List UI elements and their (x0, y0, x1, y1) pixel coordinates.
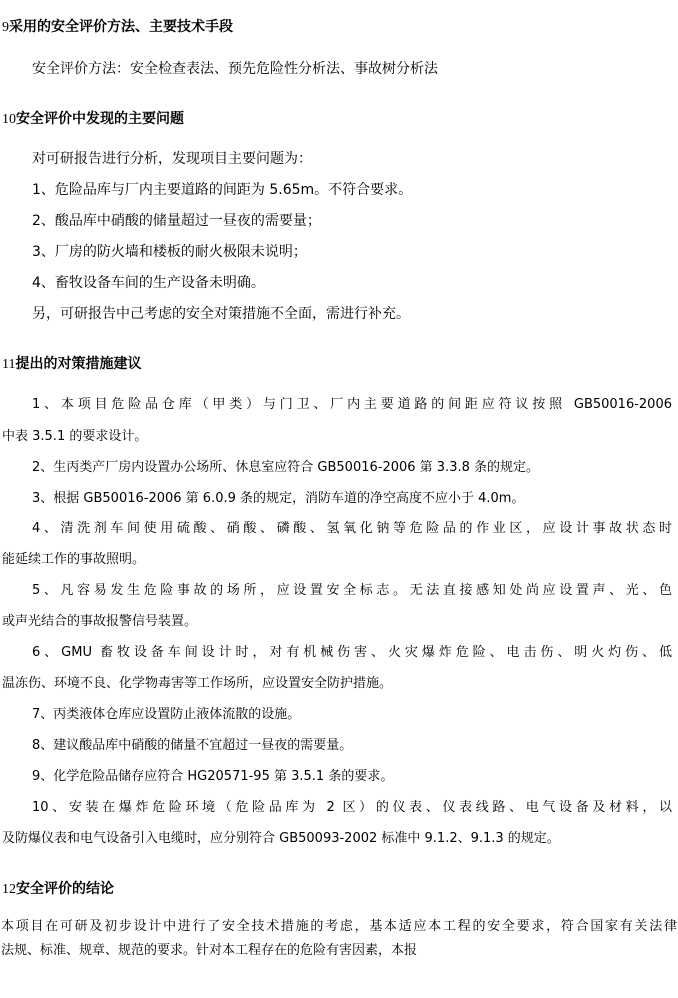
section-11-line: 3、根据 GB50016-2006 第 6.0.9 条的规定，消防车道的净空高度不应小于 4.0m。 (32, 491, 525, 506)
section-11-line: 6、GMU 畜牧设备车间设计时，对有机械伤害、火灾爆炸危险、电击伤、明火灼伤、低 (32, 645, 672, 660)
section-11-heading (2, 355, 678, 373)
section-11-line: 9、化学危险品储存应符合 HG20571-95 第 3.5.1 条的要求。 (32, 769, 394, 784)
section-10-number: 10 (2, 112, 16, 127)
section-10-intro: 对可研报告进行分析，发现项目主要问题为： (32, 151, 312, 167)
section-10-item: 1、危险品库与厂内主要道路的间距为 5.65m。不符合要求。 (32, 182, 413, 198)
section-10-item: 2、酸品库中硝酸的储量超过一昼夜的需要量； (32, 213, 321, 229)
section-12-title: 安全评价的结论 (16, 881, 114, 897)
section-11-line: 7、丙类液体仓库应设置防止液体流散的设施。 (32, 707, 301, 722)
section-11-line: 5、凡容易发生危险事故的场所，应设置安全标志。无法直接感知处尚应设置声、光、色 (32, 583, 672, 598)
section-11-title: 提出的对策措施建议 (15, 356, 142, 372)
section-11-line: 4、清洗剂车间使用硫酸、硝酸、磷酸、氢氧化钠等危险品的作业区，应设计事故状态时 (32, 521, 672, 536)
section-11-line: 2、生丙类产厂房内设置办公场所、休息室应符合 GB50016-2006 第 3.3.8 条的规定。 (32, 460, 540, 475)
section-11-line: 及防爆仪表和电气设备引入电缆时，应分别符合 GB50093-2002 标准中 9.1.2、9.1.3 的规定。 (2, 831, 560, 846)
section-11-line: 能延续工作的事故照明。 (2, 552, 146, 567)
section-11-line: 1、本项目危险品仓库（甲类）与门卫、厂内主要道路的间距应符议按照 GB50016-2006 (32, 397, 672, 412)
section-11-line: 温冻伤、环境不良、化学物毒害等工作场所，应设置安全防护措施。 (2, 676, 393, 691)
section-10-title: 安全评价中发现的主要问题 (16, 111, 184, 127)
section-11-line: 10、安装在爆炸危险环境（危险品库为 2 区）的仪表、仪表线路、电气设备及材料，以 (32, 800, 672, 815)
section-10-item: 4、畜牧设备车间的生产设备未明确。 (32, 275, 265, 291)
section-10-heading (2, 110, 678, 128)
section-11-line: 8、建议酸品库中硝酸的储量不宜超过一昼夜的需要量。 (32, 738, 353, 753)
section-10-item: 3、厂房的防火墙和楼板的耐火极限未说明； (32, 244, 307, 260)
section-10-outro: 另，可研报告中己考虑的安全对策措施不全面，需进行补充。 (32, 306, 410, 322)
section-12-heading (2, 880, 678, 898)
section-12-number: 12 (2, 882, 16, 897)
section-9-heading (2, 18, 678, 36)
section-12-line: 法规、标准、规章、规范的要求。针对本工程存在的危险有害因素，本报 (1, 943, 418, 958)
section-11-line: 或声光结合的事故报警信号装置。 (2, 614, 198, 629)
section-9-body: 安全评价方法：安全检查表法、预先危险性分析法、事故树分析法 (32, 61, 438, 77)
section-9-number: 9 (2, 20, 9, 35)
section-11-line: 中表 3.5.1 的要求设计。 (2, 429, 148, 444)
section-9-title: 采用的安全评价方法、主要技术手段 (9, 19, 233, 35)
section-12-line: 本项目在可研及初步设计中进行了安全技术措施的考虑，基本适应本工程的安全要求，符合国家有关法律 (1, 919, 677, 934)
section-11-number: 11 (2, 357, 16, 372)
